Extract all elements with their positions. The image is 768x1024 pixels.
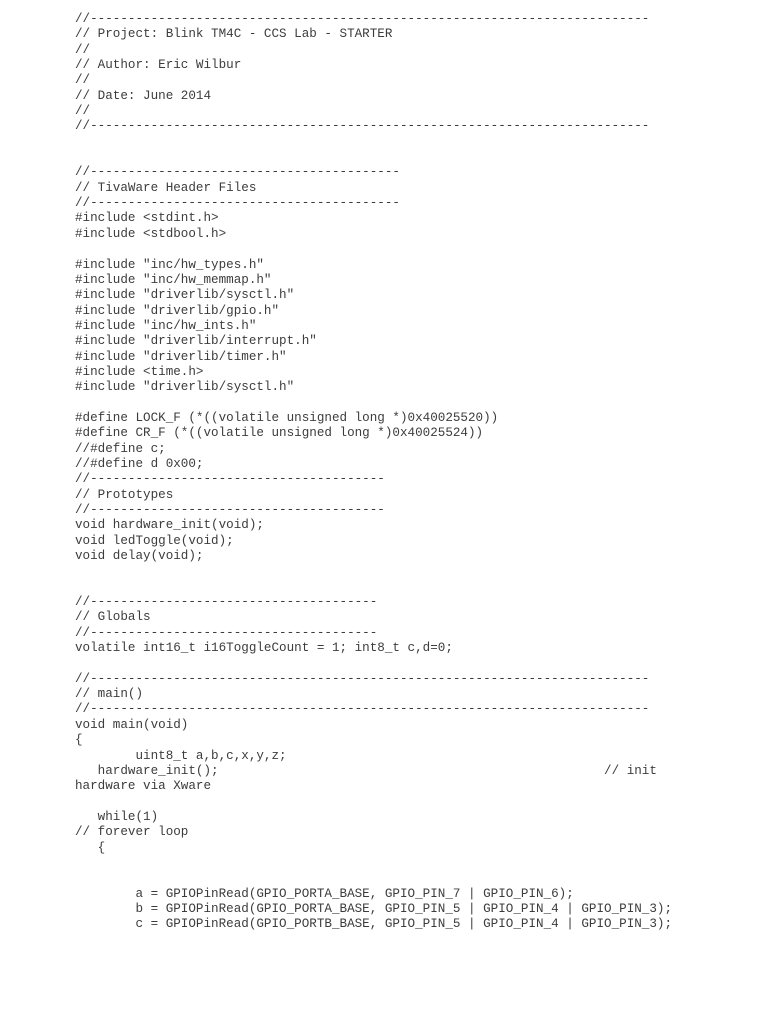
code-line: //-------------------------------------------------------------------------- — [75, 702, 650, 717]
code-line: hardware_init(); // init — [75, 763, 657, 778]
code-line: // Prototypes — [75, 487, 174, 502]
code-line: // Author: Eric Wilbur — [75, 58, 242, 73]
code-line: #include <time.h> — [75, 364, 204, 379]
code-line: void ledToggle(void); — [75, 533, 234, 548]
code-line: // forever loop — [75, 825, 189, 840]
code-line: //#define c; — [75, 441, 166, 456]
code-line — [75, 795, 755, 810]
code-line: void delay(void); — [75, 549, 204, 564]
code-line: b = GPIOPinRead(GPIO_PORTA_BASE, GPIO_PIN_5 | GPIO_PIN_4 | GPIO_PIN_3); — [75, 901, 673, 916]
code-line: // Project: Blink TM4C - CCS Lab - STARTER — [75, 27, 393, 42]
code-line: #include "driverlib/sysctl.h" — [75, 380, 295, 395]
code-line — [75, 135, 755, 150]
code-line — [75, 396, 755, 411]
code-line: //-------------------------------------------------------------------------- — [75, 119, 650, 134]
code-line — [75, 856, 755, 871]
code-line: //--------------------------------------- — [75, 472, 385, 487]
code-line — [75, 242, 755, 257]
code-line — [75, 871, 755, 886]
code-line: #include "inc/hw_ints.h" — [75, 318, 257, 333]
code-line: hardware via Xware — [75, 779, 212, 794]
code-line: //----------------------------------------- — [75, 165, 400, 180]
code-line: // Date: June 2014 — [75, 88, 212, 103]
code-line: #define LOCK_F (*((volatile unsigned long *)0x40025520)) — [75, 410, 499, 425]
code-line: { — [75, 733, 83, 748]
code-line: // TivaWare Header Files — [75, 180, 257, 195]
code-line: c = GPIOPinRead(GPIO_PORTB_BASE, GPIO_PIN_5 | GPIO_PIN_4 | GPIO_PIN_3); — [75, 917, 673, 932]
code-line: // — [75, 73, 91, 88]
code-line: volatile int16_t i16ToggleCount = 1; int8_t c,d=0; — [75, 641, 453, 656]
code-line: #include <stdbool.h> — [75, 226, 227, 241]
code-line: #include "driverlib/timer.h" — [75, 349, 287, 364]
code-line: // — [75, 42, 91, 57]
code-line: a = GPIOPinRead(GPIO_PORTA_BASE, GPIO_PIN_7 | GPIO_PIN_6); — [75, 886, 574, 901]
code-line: //-------------------------------------- — [75, 595, 378, 610]
code-line: // — [75, 104, 91, 119]
code-line: //-------------------------------------------------------------------------- — [75, 12, 650, 26]
code-line: #include "driverlib/sysctl.h" — [75, 288, 295, 303]
code-line: #define CR_F (*((volatile unsigned long *)0x40025524)) — [75, 426, 484, 441]
source-code-listing — [75, 12, 755, 933]
code-line: // main() — [75, 687, 144, 702]
code-line: void main(void) — [75, 717, 189, 732]
code-line — [75, 150, 755, 165]
code-line — [75, 656, 755, 671]
code-line: #include "driverlib/interrupt.h" — [75, 334, 317, 349]
code-line: //-------------------------------------- — [75, 625, 378, 640]
code-line: //--------------------------------------- — [75, 503, 385, 517]
code-line: #include "inc/hw_types.h" — [75, 257, 264, 272]
code-line: #include <stdint.h> — [75, 211, 219, 226]
code-line: //----------------------------------------- — [75, 196, 400, 211]
code-line — [75, 564, 755, 579]
code-line: //#define d 0x00; — [75, 456, 204, 471]
code-line: #include "driverlib/gpio.h" — [75, 303, 280, 318]
code-line: { — [75, 840, 106, 855]
code-line: #include "inc/hw_memmap.h" — [75, 272, 272, 287]
code-line: // Globals — [75, 610, 151, 625]
code-line: //-------------------------------------------------------------------------- — [75, 671, 650, 686]
code-line — [75, 580, 755, 595]
code-line: while(1) — [75, 809, 159, 824]
code-line: uint8_t a,b,c,x,y,z; — [75, 748, 287, 763]
code-line: void hardware_init(void); — [75, 518, 264, 533]
